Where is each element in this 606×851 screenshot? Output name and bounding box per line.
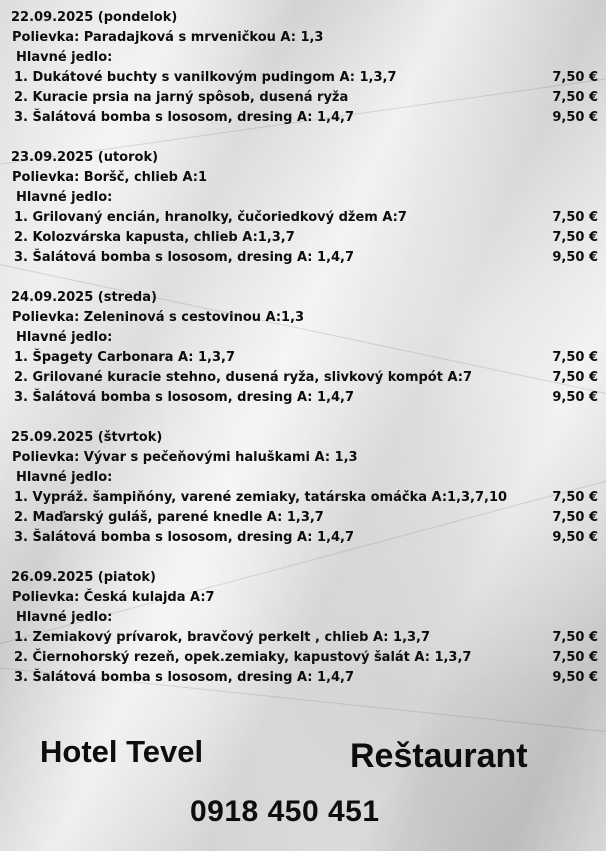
- menu-item: [10, 108, 600, 128]
- menu-item: [10, 508, 600, 528]
- item-price: 7,50 €: [552, 90, 598, 105]
- menu-item: [10, 628, 600, 648]
- menu-item: [10, 348, 600, 368]
- item-price: 9,50 €: [552, 110, 598, 125]
- soup-line: Polievka: Zeleninová s cestovinou A:1,3: [12, 310, 305, 325]
- item-price: 7,50 €: [552, 490, 598, 505]
- item-name: 1. Vypráž. šampiňóny, varené zemiaky, tatárska omáčka A:1,3,7,10: [14, 490, 508, 505]
- menu-item: [10, 388, 600, 408]
- weekly-menu: [10, 8, 600, 708]
- day-monday: [10, 8, 600, 128]
- menu-item: [10, 248, 600, 268]
- item-name: 3. Šalátová bomba s lososom, dresing A: 1,4,7: [14, 530, 355, 545]
- menu-item: [10, 68, 600, 88]
- phone-number: 0918 450 451: [190, 795, 380, 828]
- day-date: 26.09.2025 (piatok): [11, 570, 156, 585]
- item-name: 3. Šalátová bomba s lososom, dresing A: 1,4,7: [14, 250, 355, 265]
- item-name: 2. Grilované kuracie stehno, dusená ryža, slivkový kompót A:7: [14, 370, 473, 385]
- soup-line: Polievka: Česká kulajda A:7: [12, 590, 215, 605]
- soup-line: Polievka: Paradajková s mrveničkou A: 1,3: [12, 30, 324, 45]
- day-date: 22.09.2025 (pondelok): [11, 10, 178, 25]
- main-dish-label: Hlavné jedlo:: [16, 330, 113, 345]
- item-name: 3. Šalátová bomba s lososom, dresing A: 1,4,7: [14, 110, 355, 125]
- item-name: 3. Šalátová bomba s lososom, dresing A: 1,4,7: [14, 670, 355, 685]
- item-price: 9,50 €: [552, 390, 598, 405]
- item-name: 2. Čiernohorský rezeň, opek.zemiaky, kapustový šalát A: 1,3,7: [14, 650, 472, 665]
- item-price: 7,50 €: [552, 630, 598, 645]
- item-price: 7,50 €: [552, 210, 598, 225]
- day-date: 23.09.2025 (utorok): [11, 150, 159, 165]
- item-name: 3. Šalátová bomba s lososom, dresing A: 1,4,7: [14, 390, 355, 405]
- item-price: 9,50 €: [552, 250, 598, 265]
- day-date: 25.09.2025 (štvrtok): [11, 430, 163, 445]
- main-dish-label: Hlavné jedlo:: [16, 470, 113, 485]
- menu-item: [10, 228, 600, 248]
- day-wednesday: [10, 288, 600, 408]
- soup-line: Polievka: Vývar s pečeňovými haluškami A: 1,3: [12, 450, 358, 465]
- item-name: 1. Dukátové buchty s vanilkovým pudingom A: 1,3,7: [14, 70, 397, 85]
- item-price: 7,50 €: [552, 370, 598, 385]
- day-thursday: [10, 428, 600, 548]
- item-price: 7,50 €: [552, 350, 598, 365]
- item-price: 9,50 €: [552, 670, 598, 685]
- day-date: 24.09.2025 (streda): [11, 290, 157, 305]
- item-price: 9,50 €: [552, 530, 598, 545]
- restaurant-label: Reštaurant: [350, 737, 528, 775]
- menu-item: [10, 668, 600, 688]
- soup-line: Polievka: Boršč, chlieb A:1: [12, 170, 208, 185]
- menu-item: [10, 368, 600, 388]
- item-price: 7,50 €: [552, 70, 598, 85]
- hotel-name: Hotel Tevel: [40, 734, 204, 769]
- main-dish-label: Hlavné jedlo:: [16, 610, 113, 625]
- item-name: 2. Maďarský guláš, parené knedle A: 1,3,7: [14, 510, 324, 525]
- main-dish-label: Hlavné jedlo:: [16, 50, 113, 65]
- menu-item: [10, 528, 600, 548]
- day-friday: [10, 568, 600, 688]
- item-name: 1. Zemiakový prívarok, bravčový perkelt , chlieb A: 1,3,7: [14, 630, 431, 645]
- item-price: 7,50 €: [552, 650, 598, 665]
- day-tuesday: [10, 148, 600, 268]
- menu-item: [10, 88, 600, 108]
- item-name: 1. Špagety Carbonara A: 1,3,7: [14, 350, 236, 365]
- menu-item: [10, 488, 600, 508]
- main-dish-label: Hlavné jedlo:: [16, 190, 113, 205]
- item-name: 1. Grilovaný encián, hranolky, čučoriedkový džem A:7: [14, 210, 407, 225]
- item-name: 2. Kolozvárska kapusta, chlieb A:1,3,7: [14, 230, 295, 245]
- item-name: 2. Kuracie prsia na jarný spôsob, dusená ryža: [14, 90, 349, 105]
- menu-item: [10, 648, 600, 668]
- item-price: 7,50 €: [552, 230, 598, 245]
- item-price: 7,50 €: [552, 510, 598, 525]
- menu-item: [10, 208, 600, 228]
